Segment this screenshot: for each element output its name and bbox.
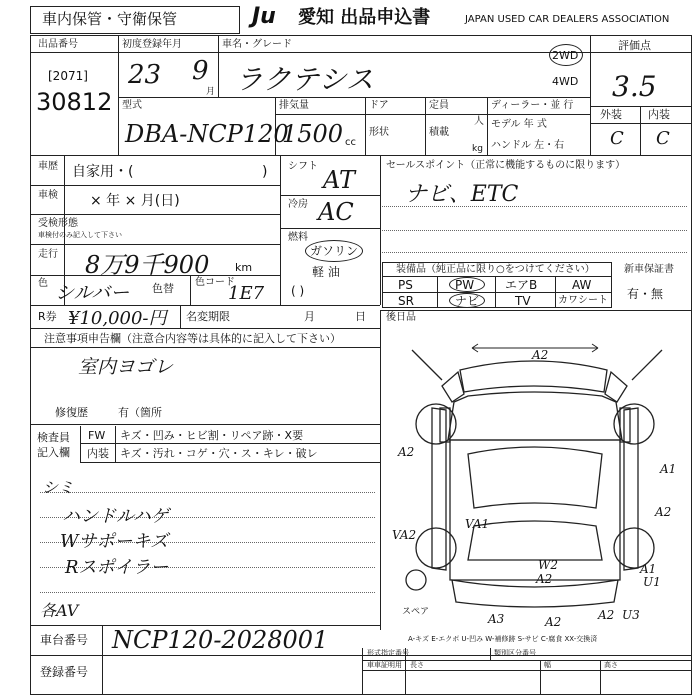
damage-mark-12: A2 [545,615,562,629]
inspection-label: 車検 [38,190,58,201]
name-change-label: 名変期限 [186,310,230,323]
fuel-gasoline: ガソリン [310,244,359,258]
registration-label: 初度登録年月 [122,39,182,50]
receiving-label: 受検形態 [38,218,78,229]
inspector-line-4: Rスポイラー [65,557,169,578]
equipment-tv: TV [515,294,531,308]
damage-mark-4: A2 [655,505,672,519]
grade-ext-label: 外装 [600,108,622,121]
inspector-line-2: ハンドルハゲ [62,506,169,527]
displacement-label: 排気量 [279,100,309,111]
in-items: キズ・汚れ・コゲ・穴・ス・キレ・破レ [120,447,318,460]
name-change-month: 月 [304,310,315,323]
grade-int-value: C [656,128,670,149]
repair-value: 有（箇所 [118,406,162,419]
damage-mark-13: A2 [598,608,615,622]
equipment-pw: PW [455,278,475,292]
damage-mark-11: A3 [488,612,505,626]
damage-mark-1: A2 [532,348,549,362]
damage-mark-6: VA1 [465,517,490,531]
load-label: 積載 [429,127,449,138]
inspector-line-3: Wサポーキズ [60,531,169,552]
plate-label: 登録番号 [40,665,89,679]
car-name-value: ラクテシス [235,63,374,96]
history-label: 車歴 [38,161,58,172]
recycle-label: R券 [38,310,57,323]
form-title: 愛知 出品申込書 [298,7,431,28]
color-code-value: 1E7 [228,283,265,304]
ac-value: AC [318,198,354,226]
color-code-label: 色コード [195,277,235,288]
damage-mark-9: A1 [640,562,657,576]
drive-2wd: 2WD [552,49,579,62]
car-name-label: 車名・グレード [222,39,292,50]
ac-label: 冷房 [288,199,308,210]
lot-label: 出品番号 [38,39,78,50]
equipment-aw: AW [572,278,592,292]
storage-text: 車内保管・守衛保管 [42,10,178,28]
handle-label: ハンドル 左・右 [491,140,565,151]
damage-mark-3: A1 [660,462,677,476]
width-label: 幅 [544,661,551,669]
sales-points-value: ナビ、ETC [405,182,519,207]
doors-label: ドア [369,100,389,111]
notes-value: 室内ヨゴレ [78,356,174,378]
inspector-line-5: 各AV [40,601,79,620]
damage-mark-8: A2 [536,572,553,586]
color-label: 色 [38,278,48,289]
fuel-diesel: 軽 油 [312,265,340,279]
name-change-day: 日 [355,310,366,323]
fuel-paren: ( ) [291,284,305,298]
fw-items: キズ・凹み・ヒビ割・リペア跡・X要 [120,429,304,442]
capacity-unit: 人 [474,116,484,127]
inspector-label-2: 記入欄 [37,446,70,459]
grade-label: 評価点 [618,39,651,52]
equipment-airbag: エアB [505,278,538,292]
inspector-line-1: シミ [42,478,75,497]
chassis-label: 車台番号 [40,633,89,647]
equipment-sr: SR [398,294,414,308]
dealer-label: ディーラー・並 行 [491,100,574,111]
equipment-navi: ナビ [455,294,480,308]
mileage-value: 8万9千900 [85,251,210,279]
inspection-value: × 年 × 月(日) [90,193,180,209]
fuel-label: 燃料 [288,232,308,243]
grade-ext-value: C [610,128,624,149]
load-unit: kg [472,144,483,154]
length-label: 長さ [410,661,424,669]
color-value: シルバー [55,282,130,304]
registration-year: 23 [128,60,162,90]
shape-label: 形状 [369,127,389,138]
spare-label: スペア [402,607,430,617]
damage-mark-7: W2 [538,558,558,572]
shift-label: シフト [288,161,318,172]
warranty-value: 有・無 [627,287,664,301]
damage-mark-10: U1 [643,575,661,589]
shift-value: AT [323,166,356,194]
receiving-sub: 車検付のみ記入して下さい [38,231,122,239]
history-paren-close: ) [262,164,268,180]
mileage-unit: km [235,261,253,274]
color-change: 色替 [152,282,174,295]
damage-mark-5: VA2 [392,528,417,542]
equipment-leather: カワシート [558,295,608,306]
height-label: 高さ [604,661,618,669]
cert-label: 車車証明用 [367,661,402,669]
diagram-legend: A-キズ E-エクボ U-凹み W-補修跡 S-サビ C-腐食 XX-交換済 [408,635,598,643]
model-value: DBA-NCP120 [125,120,289,148]
model-year-label: モデル 年 式 [491,119,547,130]
association-name: JAPAN USED CAR DEALERS ASSOCIATION [465,14,670,25]
mileage-label: 走行 [38,249,58,260]
damage-mark-14: U3 [622,608,640,622]
damage-mark-2: A2 [398,445,415,459]
model-label: 型式 [122,100,142,111]
grade-int-label: 内装 [648,108,670,121]
grade-score: 3.5 [612,70,657,103]
warranty-label: 新車保証書 [624,264,674,275]
sales-points-label: セールスポイント（正常に機能するものに限ります） [386,160,626,171]
displacement-value: 1500 [282,120,344,148]
ju-logo: Ju [252,4,276,29]
drive-4wd: 4WD [552,75,579,88]
history-value: 自家用・( [72,164,134,180]
displacement-unit: cc [345,137,356,148]
equipment-ps: PS [398,278,413,292]
in-label: 内装 [87,447,109,460]
repair-label: 修復歴 [55,406,88,419]
lot-number: 30812 [36,88,113,116]
registration-month: 9 [192,56,209,86]
category-number-label: 類別区分番号 [494,649,536,657]
fw-label: FW [88,429,106,442]
capacity-label: 定員 [429,100,449,111]
recycle-value: ¥10,000-円 [68,308,167,329]
equipment-label: 装備品（純正品に限り○をつけてください） [396,264,595,275]
chassis-value: NCP120-2028001 [112,626,329,654]
lot-bracket: [2071] [48,69,88,83]
notes-label: 注意事項申告欄（注意合内容等は具体的に記入して下さい） [44,332,341,345]
inspector-label-1: 検査員 [37,431,70,444]
registration-month-suffix: 月 [206,87,216,97]
later-input-label: 後日品 [386,312,416,323]
spec-number-label: 形式指定番号 [367,649,409,657]
